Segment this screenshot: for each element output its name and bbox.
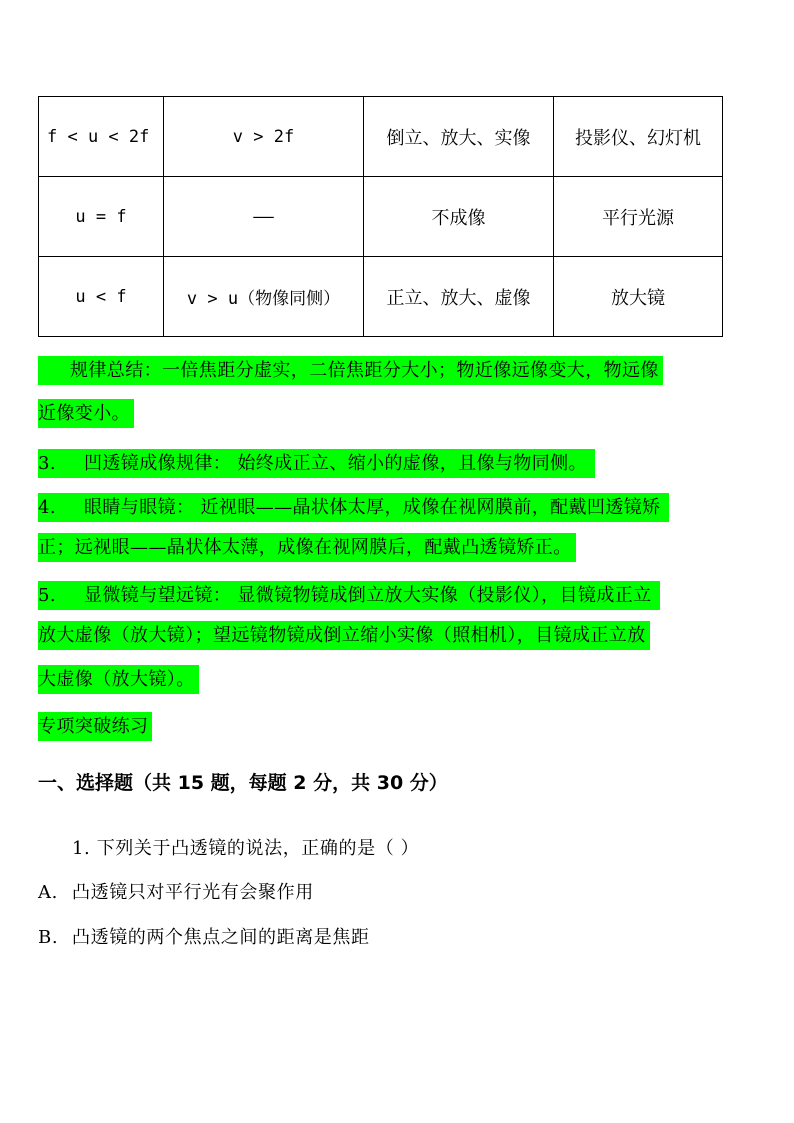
- point-5-line-2: 放大虚像（放大镜）；望远镜物镜成倒立缩小实像（照相机），目镜成正立放: [38, 623, 650, 649]
- point-5-line-3: 大虚像（放大镜）。: [38, 667, 199, 693]
- table-row: [39, 177, 723, 257]
- object-distance-cell: u = f: [39, 177, 164, 257]
- option-b: [38, 923, 370, 949]
- image-distance-cell: v > u（物像同侧）: [164, 257, 364, 337]
- point-number: 4.: [38, 497, 56, 518]
- image-distance-cell: ——: [164, 177, 364, 257]
- lens-imaging-table: [38, 96, 723, 337]
- point-5-line-1: [38, 579, 660, 613]
- point-4-line-1: [38, 491, 669, 525]
- image-nature-cell: 正立、放大、虚像: [364, 257, 554, 337]
- point-text: 眼睛与眼镜： 近视眼——晶状体太厚，成像在视网膜前，配戴凹透镜矫: [84, 497, 661, 518]
- image-nature-cell: 不成像: [364, 177, 554, 257]
- table-row: [39, 257, 723, 337]
- question-stem: 1. 下列关于凸透镜的说法，正确的是（ ）: [72, 838, 420, 859]
- option-a: [38, 878, 314, 904]
- summary-line-2: 近像变小。: [38, 401, 134, 427]
- point-3: [38, 447, 595, 481]
- option-label: B.: [38, 927, 59, 948]
- point-text: 显微镜与望远镜： 显微镜物镜成倒立放大实像（投影仪），目镜成正立: [84, 585, 652, 606]
- object-distance-cell: f < u < 2f: [39, 97, 164, 177]
- practice-title: 专项突破练习: [38, 714, 152, 740]
- option-text: 凸透镜的两个焦点之间的距离是焦距: [72, 927, 370, 948]
- application-cell: 投影仪、幻灯机: [554, 97, 723, 177]
- image-nature-cell: 倒立、放大、实像: [364, 97, 554, 177]
- image-distance-cell: v > 2f: [164, 97, 364, 177]
- point-number: 3.: [38, 453, 56, 474]
- section-heading: 一、选择题（共 15 题，每题 2 分，共 30 分）: [38, 772, 448, 794]
- option-text: 凸透镜只对平行光有会聚作用: [72, 882, 314, 903]
- table-row: [39, 97, 723, 177]
- summary-line-1: 规律总结：一倍焦距分虚实，二倍焦距分大小；物近像远像变大，物远像: [38, 358, 663, 384]
- application-cell: 平行光源: [554, 177, 723, 257]
- application-cell: 放大镜: [554, 257, 723, 337]
- point-text: 凹透镜成像规律： 始终成正立、缩小的虚像，且像与物同侧。: [84, 453, 587, 474]
- object-distance-cell: u < f: [39, 257, 164, 337]
- point-number: 5.: [38, 585, 56, 606]
- option-label: A.: [38, 882, 58, 903]
- point-4-line-2: 正；远视眼——晶状体太薄，成像在视网膜后，配戴凸透镜矫正。: [38, 535, 576, 561]
